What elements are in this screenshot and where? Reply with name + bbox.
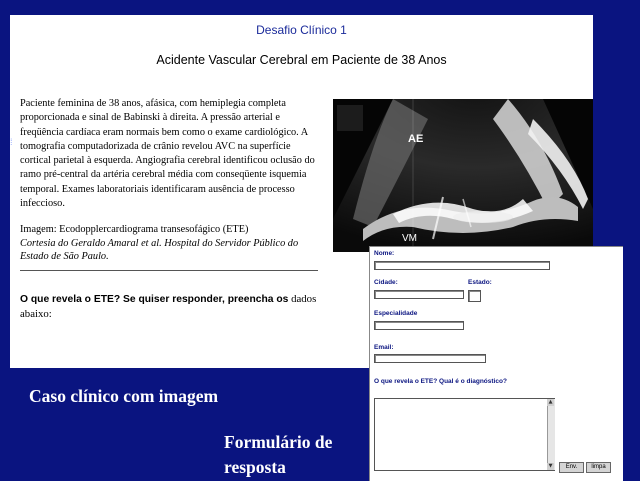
city-label: Cidade:	[374, 279, 398, 286]
state-field[interactable]	[468, 290, 481, 302]
scroll-track	[547, 399, 555, 470]
caption-form-line2: resposta	[224, 457, 286, 477]
echo-scan-graphic	[333, 99, 593, 252]
side-mark: ⁞	[10, 137, 13, 147]
credit-italic: Cortesia do Geraldo Amaral et al. Hospital do Servidor Público do Estado de São Paulo.	[20, 237, 299, 262]
specialty-label: Especialidade	[374, 310, 418, 317]
prompt-rest: dados abaixo:	[20, 293, 317, 320]
city-field[interactable]	[374, 290, 464, 299]
scroll-down-icon[interactable]: ▼	[548, 463, 553, 469]
document-header: Desafio Clínico 1	[256, 23, 347, 37]
credit-text: Imagem: Ecodopplercardiograma transesofágico (ETE)	[20, 224, 249, 235]
response-prompt	[20, 292, 320, 322]
prompt-strong: O que revela o ETE? Se quiser responder, preencha os	[20, 294, 289, 305]
echocardiogram-image	[333, 99, 593, 252]
email-label: Email:	[374, 344, 394, 351]
image-credit	[20, 223, 320, 264]
name-field[interactable]	[374, 261, 550, 270]
name-label: Nome:	[374, 250, 395, 257]
case-description: Paciente feminina de 38 anos, afásica, com hemiplegia completa proporcionada e sinal de Babinski à direita. A pressão arterial e freqüência cardíaca eram normais bem como o exame cardiológico. A tomografia computadorizada de crânio revelou AVC na superfície cortical parietal à esquerda. Angiografia cerebral identificou oclusão do ramo pré-central da artéria cerebral média com conseqüente isquemia temporal. Exames laboratoriais identificaram ausência de processo infeccioso.	[20, 98, 315, 210]
state-label: Estado:	[468, 279, 492, 286]
clear-button[interactable]: limpa	[586, 462, 611, 473]
email-field[interactable]	[374, 354, 486, 363]
divider	[20, 270, 318, 271]
scroll-up-icon[interactable]: ▲	[548, 399, 553, 405]
label-vm: VM	[402, 233, 417, 244]
caption-image-case: Caso clínico com imagem	[29, 386, 219, 406]
label-ae: AE	[408, 133, 424, 145]
question-label: O que revela o ETE? Qual é o diagnóstico?	[374, 378, 507, 385]
response-form	[369, 246, 623, 481]
caption-form-line1: Formulário de	[224, 432, 333, 452]
document-title: Acidente Vascular Cerebral em Paciente de 38 Anos	[156, 53, 447, 67]
answer-textarea[interactable]	[374, 398, 555, 471]
specialty-field[interactable]	[374, 321, 464, 330]
submit-button[interactable]: Env.	[559, 462, 584, 473]
textarea-scrollbar[interactable]	[547, 399, 555, 470]
